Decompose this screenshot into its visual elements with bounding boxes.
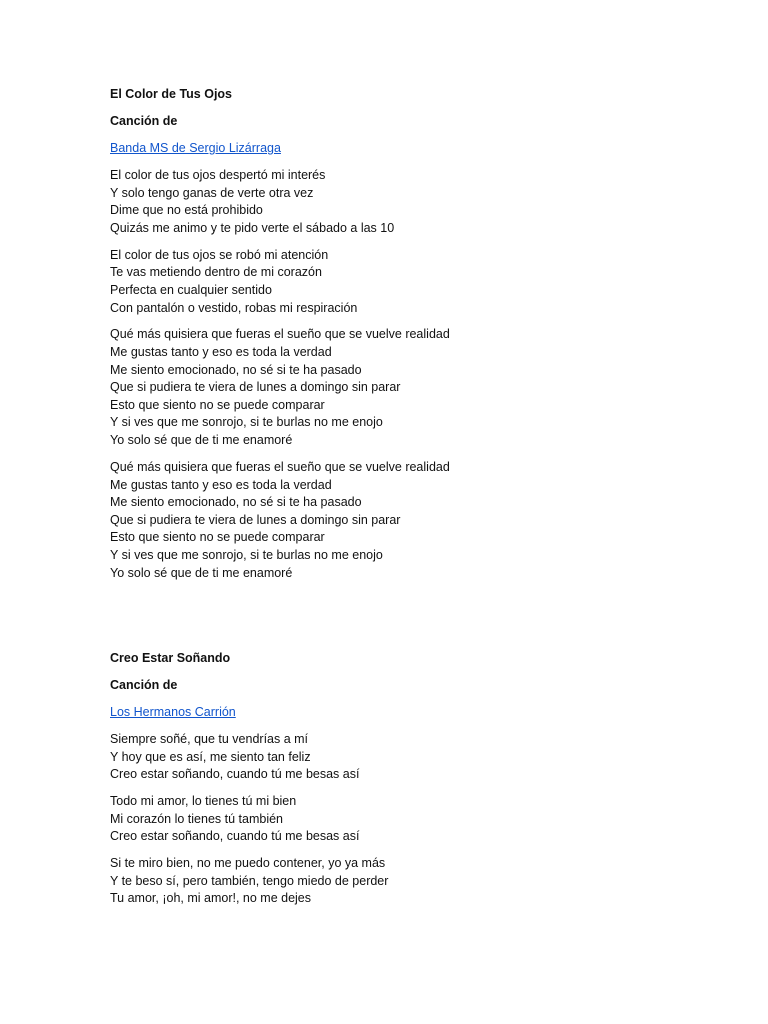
lyric-line: Creo estar soñando, cuando tú me besas así <box>110 829 360 844</box>
lyric-line: Yo solo sé que de ti me enamoré <box>110 433 293 448</box>
lyric-line: Me gustas tanto y eso es toda la verdad <box>110 477 332 492</box>
lyrics-stanza <box>110 855 710 908</box>
lyric-line: Y te beso sí, pero también, tengo miedo de perder <box>110 873 389 888</box>
lyric-line: Si te miro bien, no me puedo contener, yo ya más <box>110 856 386 871</box>
lyric-line: Todo mi amor, lo tienes tú mi bien <box>110 794 297 809</box>
artist-link[interactable]: Banda MS de Sergio Lizárraga <box>110 140 281 155</box>
lyrics-stanza <box>110 247 710 317</box>
lyric-line: Y hoy que es así, me siento tan feliz <box>110 749 311 764</box>
lyric-line: Perfecta en cualquier sentido <box>110 282 272 297</box>
song-subtitle: Canción de <box>110 113 178 128</box>
lyrics-stanza <box>110 326 710 449</box>
lyric-line: Tu amor, ¡oh, mi amor!, no me dejes <box>110 891 312 906</box>
lyric-line: El color de tus ojos se robó mi atención <box>110 247 329 262</box>
lyric-line: Creo estar soñando, cuando tú me besas así <box>110 767 360 782</box>
song-creo-estar-sonando <box>110 650 710 917</box>
lyrics-stanza <box>110 731 710 784</box>
song-title: Creo Estar Soñando <box>110 651 231 665</box>
song-subtitle: Canción de <box>110 677 178 692</box>
lyric-line: Y si ves que me sonrojo, si te burlas no me enojo <box>110 548 383 562</box>
lyric-line: Me siento emocionado, no sé si te ha pasado <box>110 495 362 510</box>
song-title: El Color de Tus Ojos <box>110 87 233 101</box>
song-el-color-de-tus-ojos <box>110 86 710 592</box>
lyric-line: Te vas metiendo dentro de mi corazón <box>110 265 322 280</box>
lyric-line: Quizás me animo y te pido verte el sábado a las 10 <box>110 220 395 235</box>
lyric-line: Esto que siento no se puede comparar <box>110 530 325 545</box>
lyrics-stanza <box>110 793 710 846</box>
lyric-line: Me gustas tanto y eso es toda la verdad <box>110 345 332 360</box>
lyric-line: Qué más quisiera que fueras el sueño que se vuelve realidad <box>110 460 450 475</box>
lyric-line: Siempre soñé, que tu vendrías a mí <box>110 731 309 746</box>
lyric-line: Qué más quisiera que fueras el sueño que se vuelve realidad <box>110 327 450 342</box>
lyric-line: Dime que no está prohibido <box>110 203 263 218</box>
artist-link[interactable]: Los Hermanos Carrión <box>110 704 236 719</box>
lyric-line: Esto que siento no se puede comparar <box>110 397 325 412</box>
lyric-line: Mi corazón lo tienes tú también <box>110 811 284 826</box>
lyric-line: Me siento emocionado, no sé si te ha pasado <box>110 362 362 377</box>
lyric-line: Y solo tengo ganas de verte otra vez <box>110 185 314 200</box>
lyric-line: Que si pudiera te viera de lunes a domingo sin parar <box>110 380 401 395</box>
lyrics-stanza <box>110 459 710 582</box>
lyric-line: Y si ves que me sonrojo, si te burlas no me enojo <box>110 415 383 430</box>
lyric-line: El color de tus ojos despertó mi interés <box>110 167 326 182</box>
lyric-line: Con pantalón o vestido, robas mi respiración <box>110 300 358 315</box>
lyric-line: Que si pudiera te viera de lunes a domingo sin parar <box>110 512 401 527</box>
lyrics-stanza <box>110 167 710 237</box>
lyric-line: Yo solo sé que de ti me enamoré <box>110 565 293 580</box>
